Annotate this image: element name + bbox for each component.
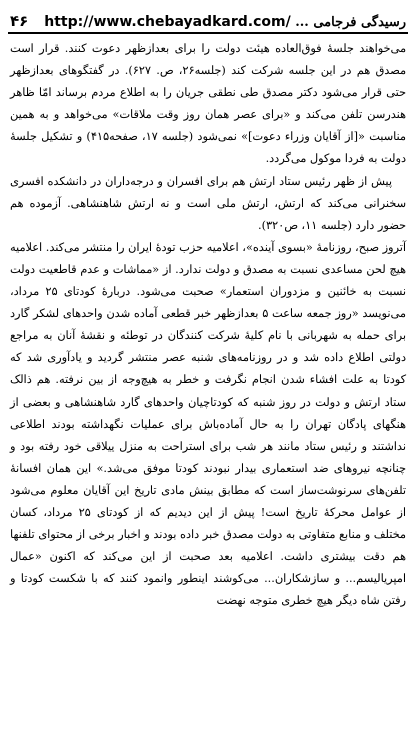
page-number: ۴۶ [10, 12, 29, 30]
book-title: رسیدگی فرجامی ... [295, 15, 406, 30]
paragraph: می‌خواهند جلسهٔ فوق‌العاده هیئت دولت را برای بعدازظهر دعوت کنند. قرار است مصدق هم در این جلسه شرکت کند (جلسه۲۶، ص. ۶۲۷). در گفتگوهای بعدازظهر حتی قرار می‌شود دکتر مصدق طی نطقی جریان را به اطلاع مردم برساند امّا ظاهر هندرسن تلفن می‌کند و «برای عصر همان روز وقت ملاقات» می‌خواهد و به همین مناسبت «[از آقایان وزراء دعوت]» نمی‌شود (جلسه ۱۷، صفحه۴۱۵) و تشکیل جلسهٔ دولت به فردا موکول می‌گردد. [10, 42, 406, 166]
header-title-run [44, 14, 406, 30]
page-header [10, 6, 406, 30]
site-url[interactable]: http://www.chebayadkard.com/ [44, 14, 291, 30]
body-text [10, 38, 406, 746]
paragraph: پیش از ظهر رئیس ستاد ارتش هم برای افسران و درجه‌داران در دانشکده افسری سخنرانی می‌کند که ارتش، ارتش ملی است و نه ارتش شاهنشاهی. آزموده هم حضور دارد (جلسه ۱۱، ص۳۲۰). [10, 174, 406, 232]
header-rule [8, 32, 408, 34]
paragraph: آتروز صبح، روزنامهٔ «بسوی آینده»، اعلامیه حزب تودهٔ ایران را منتشر می‌کند. اعلامیه هیچ لحن مساعدی نسبت به مصدق و دولت ندارد. از «مماشات و عدم قاطعیت دولت نسبت به خائنین و مزدوران استعمار» صحبت می‌شود. دربارهٔ کودتای ۲۵ مرداد، می‌نویسد «روز جمعه ساعت ۵ بعدازظهر خبر قطعی آماده شدن واحدهای لشکر گارد برای حمله به شهربانی با نام کلیهٔ شرکت کنندگان در توطئه و نقشهٔ آنان به مراجع دولتی اطلاع داده شد و در روزنامه‌های شنبه عصر منتشر گردید و یادآوری شد که کودتا به علت افشاء شدن انجام نگرفت و خطر به هیچ‌وجه از بین نرفته. هم ذالک ستاد ارتش و دولت در روز شنبه که کودتاچیان واحدهای گارد شاهنشاهی و بعضی از هنگهای پادگان تهران را به حال آماده‌باش برای عملیات نگهداشته بودند اطلاعی نداشتند و رئیس ستاد مانند هر شب برای استراحت به منزل ییلاقی خود رفته بود و چنانچه نیروهای ضد استعماری بیدار نبودند کودتا موفق می‌شد.» این همان افسانهٔ تلفن‌های سرنوشت‌ساز است که مطابق بینش مادی تاریخ این آقایان معلوم می‌شود از عوامل محرکهٔ تاریخ است! پیش از این دیدیم که از کودتای ۲۵ مرداد، کسان مختلف و منابع متفاوتی به دولت مصدق خبر داده بودند و اخبار برخی از محتوای تلفنها هم دقت بیشتری داشت. اعلامیه بعد صحبت از این می‌کند که اکنون «عمال امپریالیسم... و سازشکاران... می‌کوشند اینطور وانمود کنند که با شکست کودتا و رفتن شاه دیگر هیچ خطری متوجه نهضت [10, 240, 406, 608]
